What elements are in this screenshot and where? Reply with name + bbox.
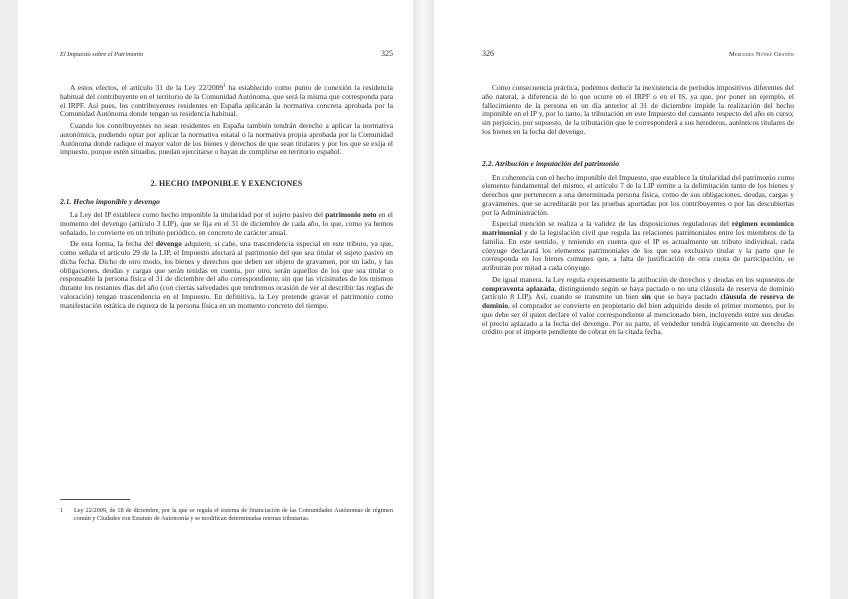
page-number-left: 325 bbox=[381, 49, 393, 58]
footnote bbox=[60, 507, 393, 522]
paragraph: En coherencia con el hecho imponible del Impuesto, que establece la titularidad del patrimonio como elemento fundamental del mismo, el artículo 7 de la LIP remite a la delimitación tanto de los bienes y derechos que pertenecen a una determinada persona física, como de sus obligaciones, deudas, cargas y gravámenes, que se acreditarán por las pruebas aportadas por los contribuyentes o por las descubiertas por la Administración. bbox=[482, 172, 794, 217]
subsection-heading: 2.2. Atribución e imputación del patrimonio bbox=[482, 158, 620, 168]
paragraph: Cuando los contribuyentes no sean residentes en España también tendrán derecho a aplicar la normativa autonómica, pudiendo optar por aplicar la normativa estatal o la normativa propia aprobada por la Comunidad Autónoma donde radique el mayor valor de los bienes y derechos de que sean titulares y por los que se exija el impuesto, porque estén situados, puedan ejercitarse o hayan de cumplirse en territorio español. bbox=[60, 121, 393, 157]
bold-term: régimen económico matrimonial bbox=[482, 219, 794, 237]
bold-term: cláusula de reserva de dominio bbox=[482, 292, 794, 310]
bold-term: sin bbox=[641, 292, 651, 302]
left-running-head bbox=[60, 49, 393, 63]
footnote-divider bbox=[60, 499, 130, 500]
right-page-body bbox=[482, 84, 794, 337]
book-gutter bbox=[413, 0, 434, 599]
bold-term: devengo bbox=[155, 239, 182, 249]
paragraph: De igual manera, la Ley regula expresamente la atribución de derechos y deudas en los supuestos de compraventa aplazada, distinguiendo según se haya pactado o no una cláusula de reserva de dominio (artículo 8 LIP). Así, cuando se transmite un bien sin que se haya pactado cláusula de reserva de dominio, el comprador se convierte en propietario del bien adquirido desde el primer momento, por lo que debe ser él quien declare el valor correspondiente al mencionado bien, incluyendo entre sus deudas el precio aplazado a la fecha del devengo. Por su parte, el vendedor tendrá lógicamente un derecho de crédito por el importe pendiente de cobrar en la citada fecha. bbox=[482, 274, 794, 337]
left-page bbox=[18, 0, 413, 599]
paragraph: A estos efectos, el artículo 31 de la Ley 22/2009$^1$ ha establecido como punto de conexión la residencia habitual del contribuyente en el territorio de la Comunidad Autónoma, que será la misma que corresponda para el IRPF. Así pues, los contribuyentes residentes en España aplicarán la normativa concreta aprobada por la Comunidad Autónoma donde tengan su residencia habitual. bbox=[60, 83, 393, 119]
running-author: Mercedes Núñez Grañón bbox=[729, 51, 794, 58]
paragraph: De esta forma, la fecha del devengo adquiere, si cabe, una trascendencia especial en este tributo, ya que, como señala el artículo 29 de la LIP, el Impuesto afectará al patrimonio del que sea titular el sujeto pasivo en dicha fecha. Dicho de otro modo, los bienes y derechos que deben ser objeto de gravamen, por un lado, y las obligaciones, deudas y cargas que serán tenidas en cuenta, por otro, serán aquellos de los que sea titular o responsable la persona física el 31 de diciembre del año correspondiente, sin que las vicisitudes de los mismos durante los restantes días del año (con ciertas salvedades que tendremos ocasión de ver al describir las reglas de valoración) tengan trascendencia en el Impuesto. En definitiva, la Ley pretende gravar el patrimonio como manifestación estática de riqueza de la persona física en un momento concreto del tiempo. bbox=[60, 239, 394, 310]
footnote-reference: 1 bbox=[223, 83, 226, 89]
section-heading: 2. HECHO IMPONIBLE Y EXENCIONES bbox=[150, 179, 303, 188]
right-running-head bbox=[482, 49, 794, 63]
footnote-text: Ley 22/2009, de 18 de diciembre, por la que se regula el sistema de financiación de las Comunidades Autónomas de régimen común y Ciudades con Estatuto de Autonomía y se modifican determinadas normas tributarias. bbox=[74, 507, 393, 522]
footnote-number: 1 bbox=[60, 507, 64, 514]
left-page-body bbox=[60, 84, 393, 310]
bold-term: compraventa aplazada bbox=[482, 283, 555, 293]
right-page bbox=[434, 0, 830, 599]
bold-term: patrimonio neto bbox=[325, 210, 377, 219]
paragraph: Especial mención se realiza a la validez de las disposiciones reguladoras del régimen económico matrimonial y de la legislación civil que regula las relaciones patrimoniales entre los miembros de la familia. En este sentido, y teniendo en cuenta que el IP es actualmente un tributo individual, cada cónyuge declarará los elementos patrimoniales de los que sea exclusivo titular y la parte que le corresponda en los bienes comunes que, a falta de justificación de otra cuota de participación, se atribuirán por mitad a cada cónyuge. bbox=[482, 219, 794, 272]
page-number-right: 326 bbox=[482, 49, 494, 58]
paragraph: La Ley del IP establece como hecho imponible la titularidad por el sujeto pasivo del patrimonio neto en el momento del devengo (artículo 3 LIP), que se fija en el 31 de diciembre de cada año, lo que, como ya hemos señalado, lo convierte en un tributo periódico, en concreto de carácter anual. bbox=[60, 210, 393, 237]
paragraph: Como consecuencia práctica, podemos deducir la inexistencia de períodos impositivos diferentes del año natural, a diferencia de lo que ocurre en el IRPF o en el IS, ya que, por poner un ejemplo, el fallecimiento de la persona en un día anterior al 31 de diciembre impide la realización del hecho imponible en el IP y, por lo tanto, la tributación en este Impuesto del causante respecto del año en curso; sin perjuicio, por supuesto, de la tributación que le corresponderá a sus herederos, auténticos titulares de los bienes en la fecha del devengo. bbox=[482, 83, 794, 136]
subsection-heading: 2.1. Hecho imponible y devengo bbox=[60, 197, 160, 206]
running-title: El Impuesto sobre el Patrimonio bbox=[60, 51, 144, 58]
